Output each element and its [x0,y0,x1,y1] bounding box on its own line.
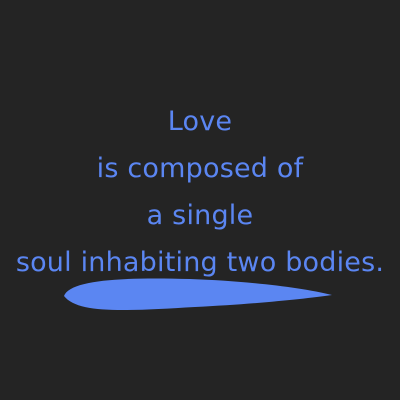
quote-line-4: soul inhabiting two bodies. [15,247,385,278]
quote-line-2: is composed of [96,153,304,184]
quote-line-1: Love [167,106,233,137]
quote-text [0,98,400,286]
quote-line-3: a single [146,200,254,231]
